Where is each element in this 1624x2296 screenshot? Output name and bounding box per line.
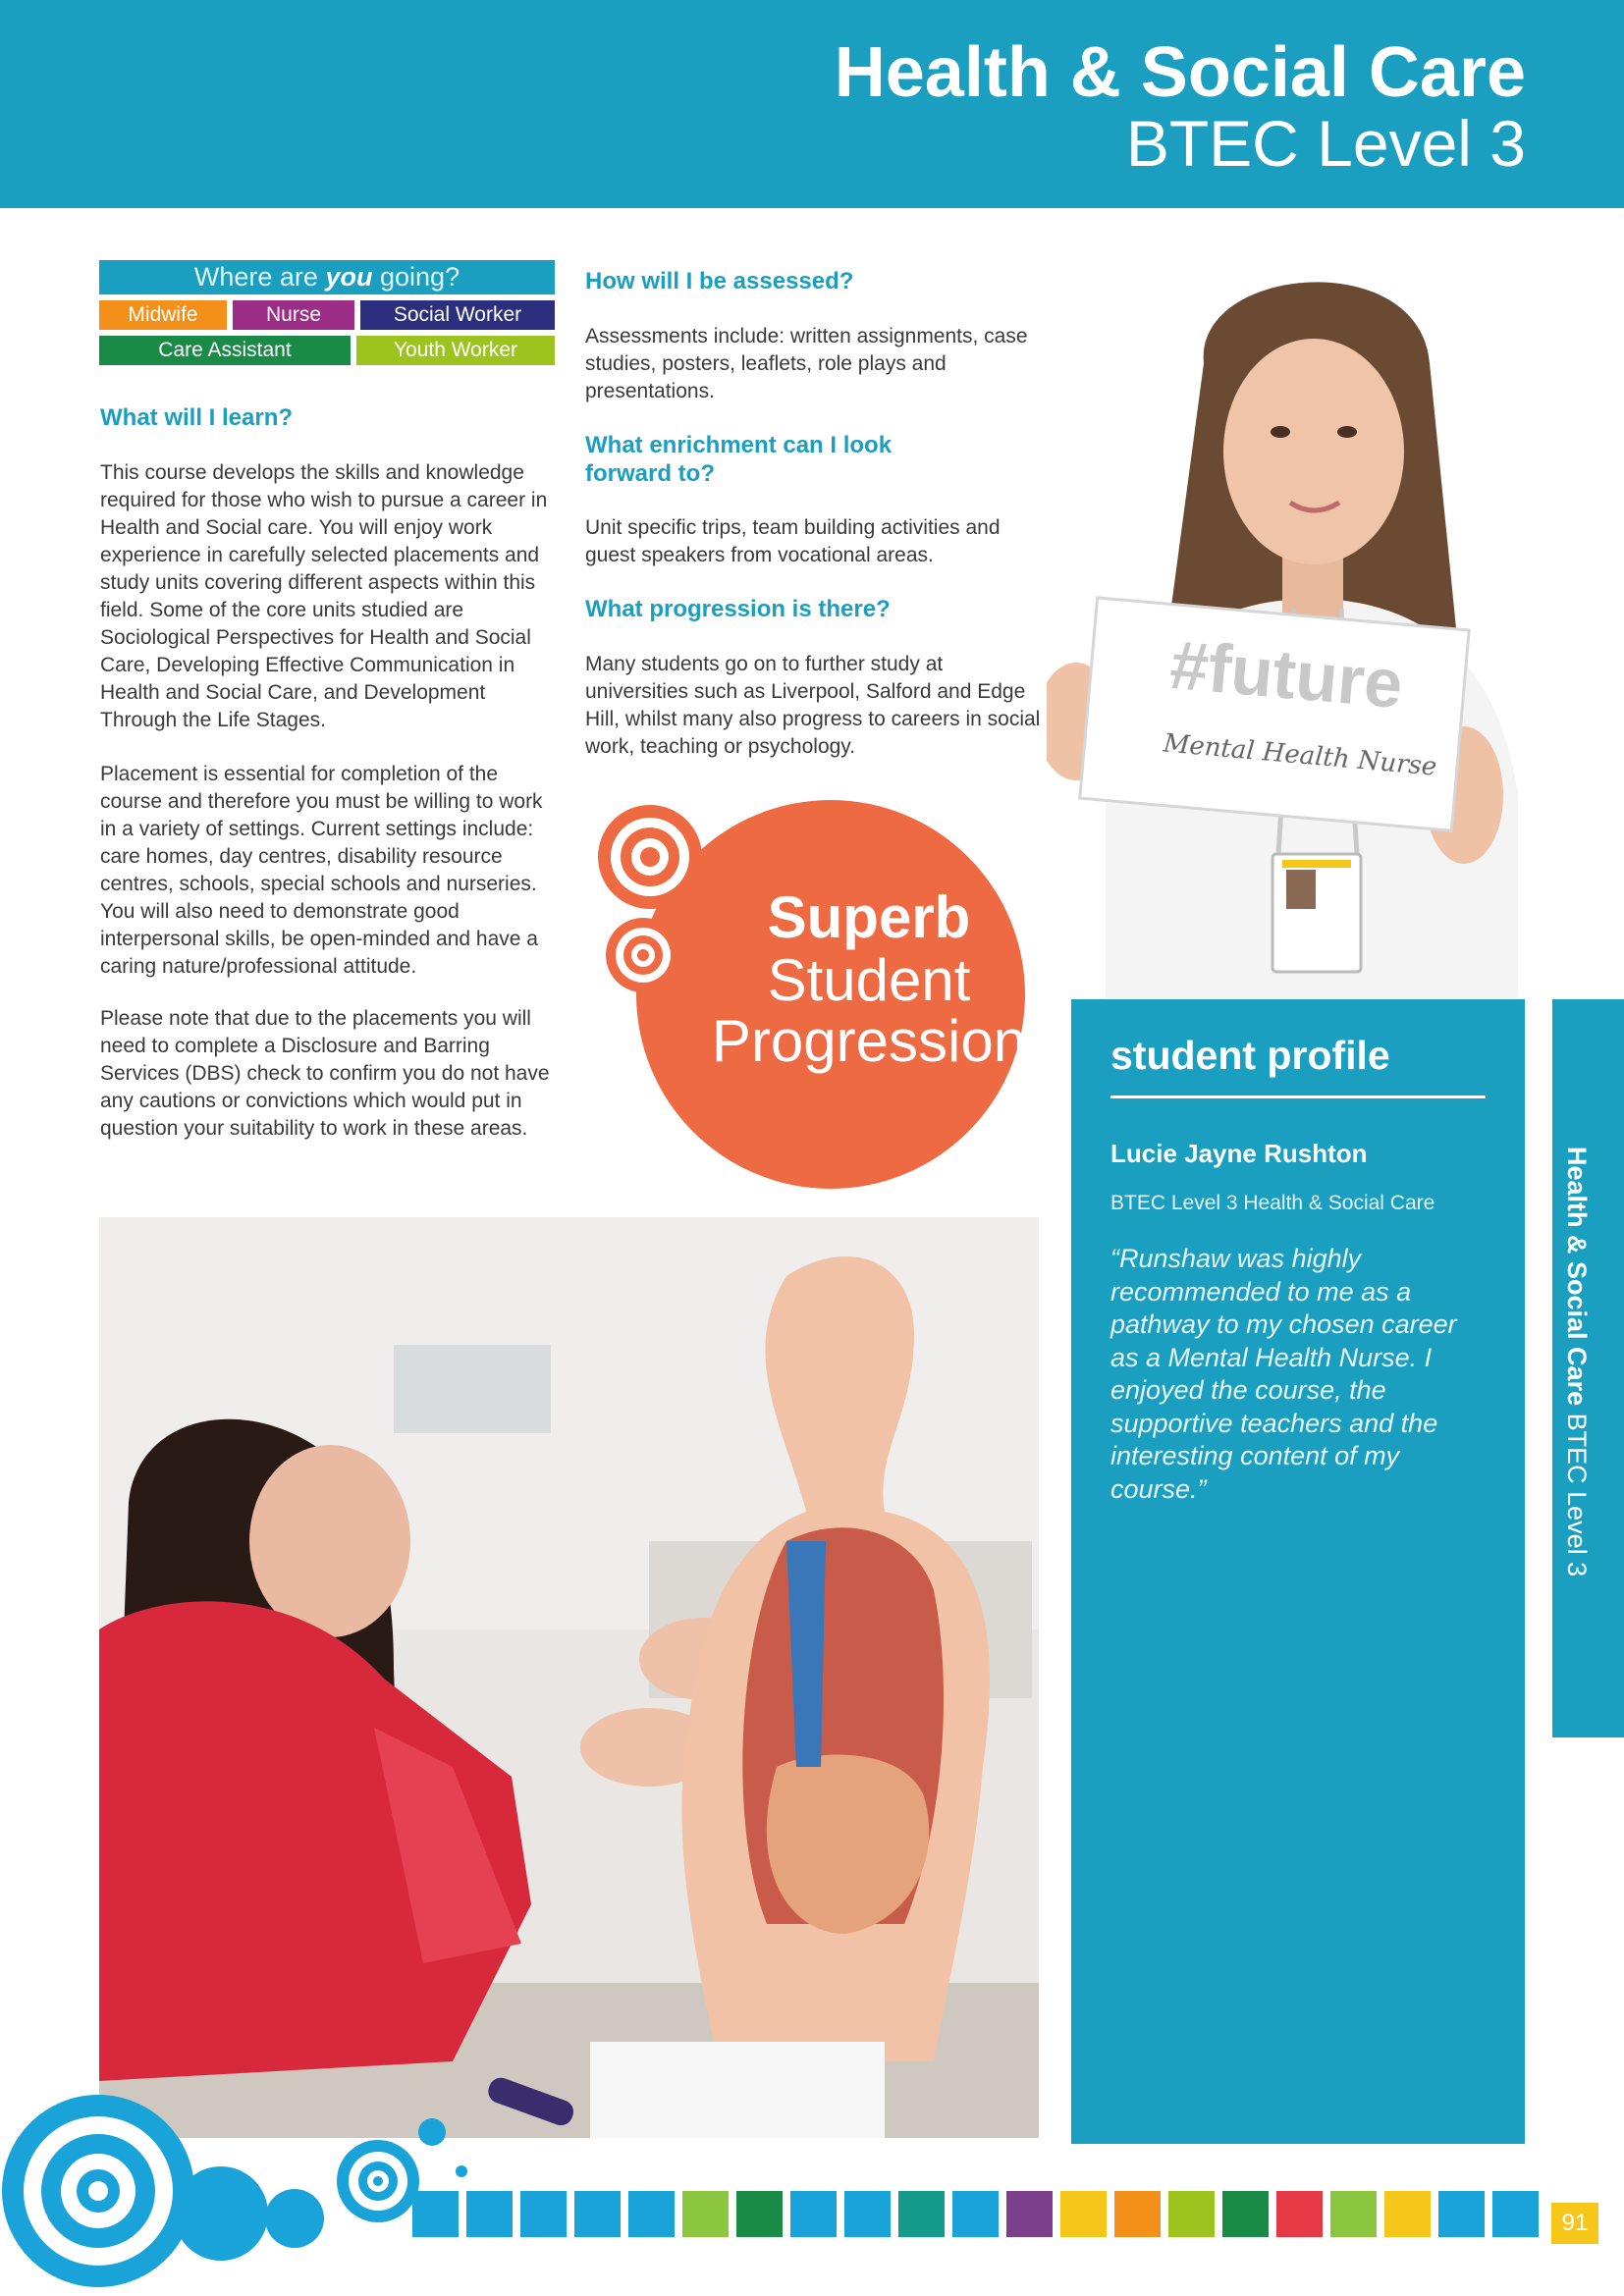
learn-paragraph-2: Placement is essential for completion of the course and therefore you must be willing to work in a variety of settings. Current settings include: care homes, day centres, disability resource centres, schools, special schools and nurseries. You will also need to demonstrate good interpersonal skills, be open-minded and have a caring nature/professional attitude. (100, 763, 543, 978)
career-chip-youth-worker: Youth Worker (356, 336, 555, 365)
careers-row-2 (99, 336, 555, 365)
footer-square (1438, 2191, 1485, 2237)
learn-paragraph-3: Please note that due to the placements you will need to complete a Disclosure and Barring Services (DBS) check to confirm you do not have any cautions or convictions which would put in question your suitability to work in these areas. (100, 1007, 550, 1140)
badge-line-2: Student (767, 947, 971, 1013)
progression-heading: What progression is there? (585, 596, 891, 622)
footer-square (628, 2191, 675, 2237)
page-number: 91 (1551, 2203, 1598, 2244)
footer-square (1330, 2191, 1377, 2237)
footer-square (844, 2191, 891, 2237)
footer-square (1276, 2191, 1323, 2237)
side-tab-bold: Health & Social Care (1562, 1147, 1592, 1407)
career-chip-midwife: Midwife (99, 300, 227, 330)
assessed-heading: How will I be assessed? (585, 268, 854, 294)
enrichment-heading: What enrichment can I look forward to? (585, 432, 893, 487)
footer-square (520, 2191, 567, 2237)
footer-square (1222, 2191, 1269, 2237)
student-photo (1047, 245, 1582, 999)
careers-row-1 (99, 300, 555, 330)
student-course: BTEC Level 3 Health & Social Care (1110, 1192, 1435, 1214)
footer-square (1060, 2191, 1107, 2237)
page-subtitle: BTEC Level 3 (1125, 107, 1526, 180)
student-profile-divider (1110, 1095, 1486, 1098)
careers-heading-pre: Where are (193, 262, 318, 292)
student-profile-panel (1071, 999, 1525, 2144)
enrichment-text: Unit specific trips, team building activities and guest speakers from vocational areas. (585, 516, 1001, 566)
learn-heading: What will I learn? (100, 404, 294, 431)
footer-square (1168, 2191, 1215, 2237)
footer-square (1384, 2191, 1431, 2237)
footer-squares (412, 2191, 1539, 2237)
career-chip-care-assistant: Care Assistant (99, 336, 351, 365)
classroom-photo (99, 1217, 1039, 2138)
careers-heading (99, 260, 555, 294)
sign-hashtag: #future (1166, 625, 1406, 723)
footer-square (682, 2191, 729, 2237)
footer-square (1114, 2191, 1161, 2237)
footer-square (1006, 2191, 1053, 2237)
careers-heading-emphasis: you (325, 262, 373, 292)
footer-square (952, 2191, 999, 2237)
footer-targets (0, 2081, 491, 2296)
career-chip-social-worker: Social Worker (360, 300, 555, 330)
assessed-text: Assessments include: written assignments, case studies, posters, leaflets, role plays and presentations. (585, 325, 1028, 402)
footer-square (574, 2191, 621, 2237)
badge-line-3: Progression (711, 1008, 1027, 1074)
side-tab-regular: BTEC Level 3 (1562, 1413, 1592, 1577)
student-profile-title: student profile (1110, 1033, 1390, 1078)
student-name: Lucie Jayne Rushton (1110, 1139, 1368, 1168)
badge-text (702, 884, 1036, 1074)
footer-square (412, 2191, 459, 2237)
progression-text: Many students go on to further study at universities such as Liverpool, Salford and Edge Hill, whilst many also progress to careers in social work, teaching or psychology. (585, 653, 1041, 758)
side-tab-text (1561, 1147, 1592, 1576)
footer-square (736, 2191, 783, 2237)
learn-paragraph-1: This course develops the skills and knowledge required for those who wish to pursue a career in Health and Social care. You will enjoy work experience in carefully selected placements and study units covering different aspects within this field. Some of the core units studied are Sociological Perspectives for Health and Social Care, Developing Effective Communication in Health and Social Care, and Development Through the Life Stages. (100, 461, 548, 731)
student-quote: “Runshaw was highly recommended to me as a pathway to my chosen career as a Mental Health Nurse. I enjoyed the course, the supportive teachers and the interesting content of my course.” (1110, 1244, 1457, 1504)
careers-heading-post: going? (380, 262, 460, 292)
sign-handwriting: Mental Health Nurse (1162, 728, 1438, 782)
page-title: Health & Social Care (834, 33, 1526, 112)
career-chip-nurse: Nurse (233, 300, 354, 330)
footer-square (1492, 2191, 1539, 2237)
badge-line-1: Superb (767, 884, 971, 950)
careers-box (99, 260, 555, 365)
footer-square (898, 2191, 945, 2237)
footer-square (790, 2191, 837, 2237)
footer-square (466, 2191, 513, 2237)
